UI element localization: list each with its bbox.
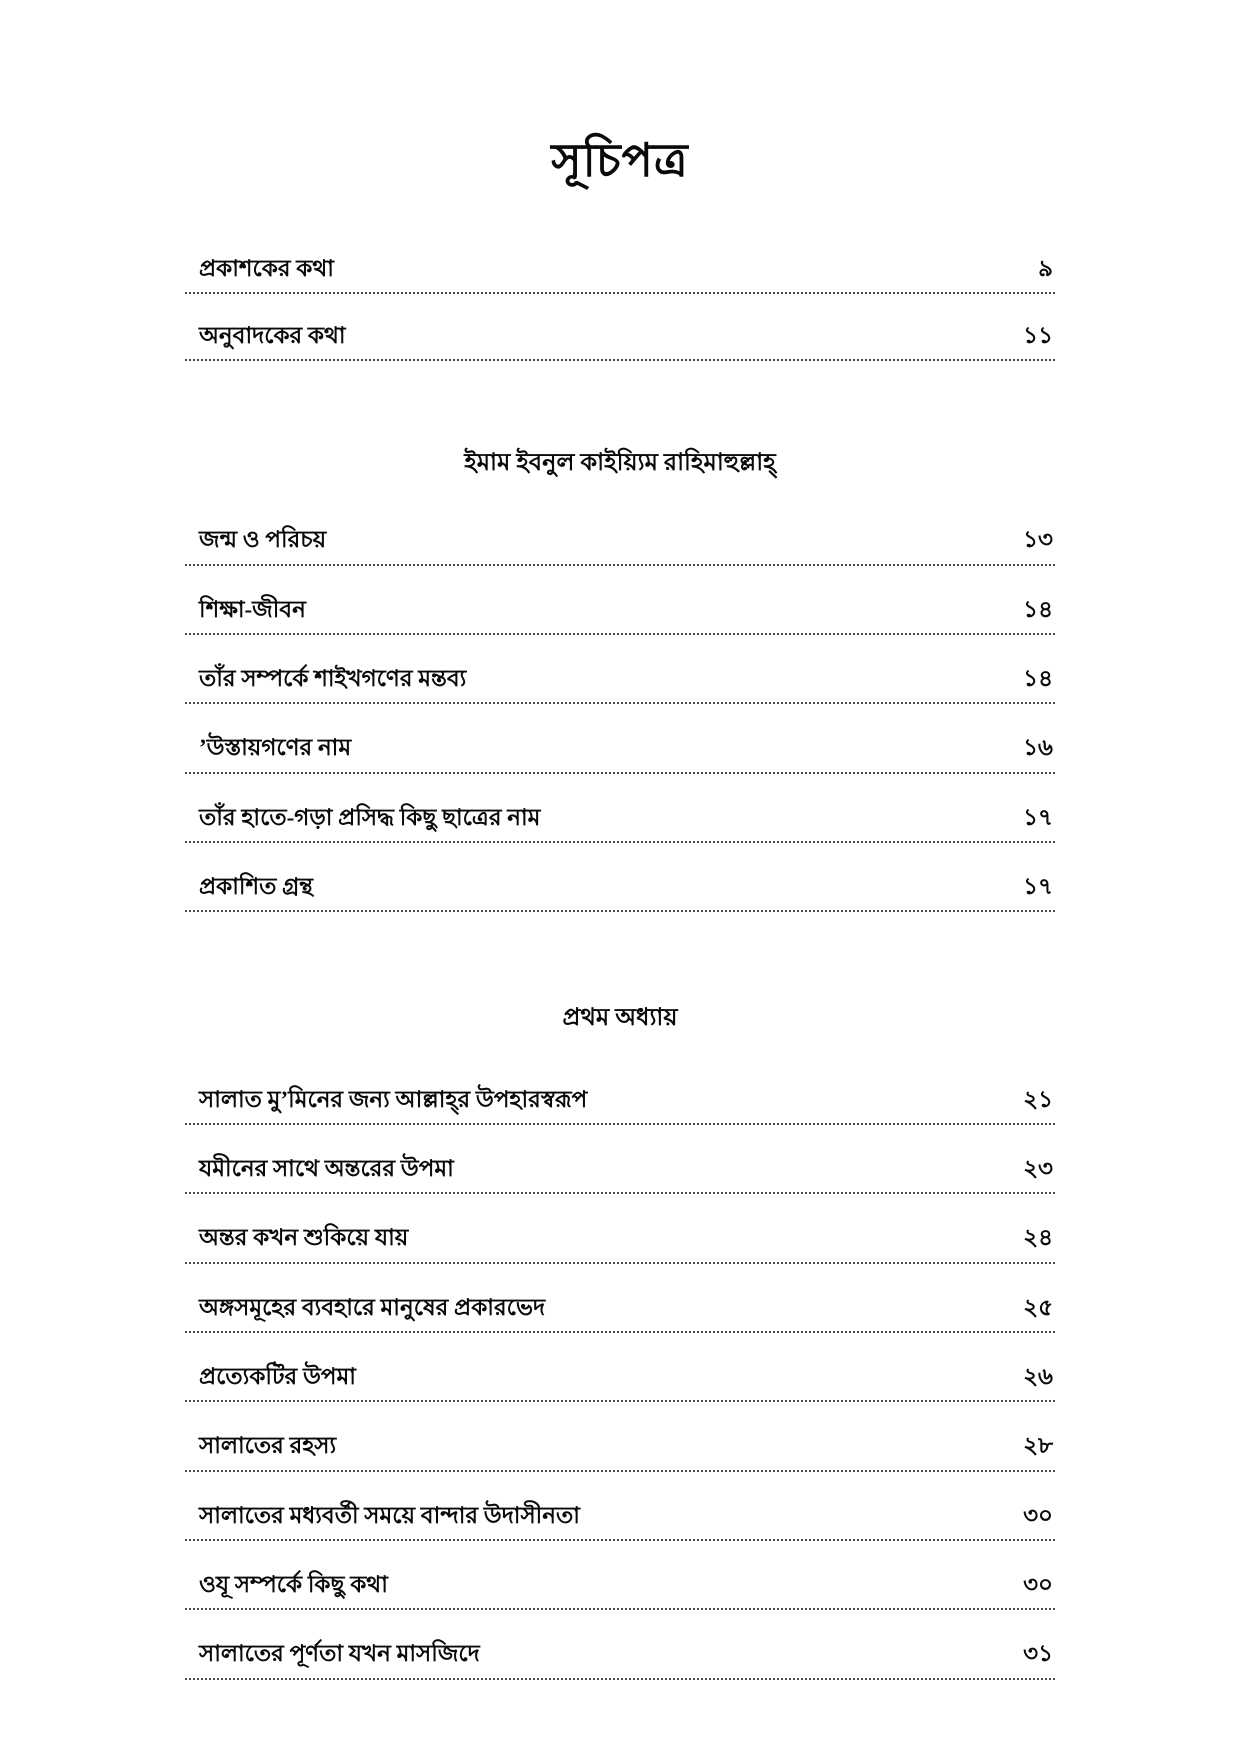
toc-entry-title: ওযূ সম্পর্কে কিছু কথা <box>199 1572 388 1598</box>
toc-entry-title: তাঁর সম্পর্কে শাইখগণের মন্তব্য <box>199 666 467 692</box>
toc-entry[interactable] <box>185 1429 1055 1480</box>
dotted-leader <box>185 1262 1055 1264</box>
toc-entry-title: অনুবাদকের কথা <box>199 322 346 348</box>
toc-entry[interactable] <box>185 593 1055 644</box>
toc-entry-page: ১৭ <box>1023 804 1053 830</box>
toc-section-chapter-one <box>185 1083 1055 1689</box>
toc-entry-page: ৩০ <box>1023 1572 1053 1598</box>
dotted-leader <box>185 1192 1055 1194</box>
toc-entry[interactable] <box>185 662 1055 713</box>
dotted-leader <box>185 564 1055 566</box>
toc-entry-page: ১৩ <box>1023 527 1053 553</box>
section-header-imam-ibnul-qayyim: ইমাম ইবনুল কাইয়্যিম রাহিমাহুল্লাহ্ <box>464 450 776 477</box>
dotted-leader <box>185 702 1055 704</box>
toc-entry[interactable] <box>185 1499 1055 1550</box>
toc-entry-title: শিক্ষা-জীবন <box>199 596 306 622</box>
toc-entry-title: ’উস্তায়গণের নাম <box>199 735 352 761</box>
toc-entry-title: সালাতের মধ্যবর্তী সময়ে বান্দার উদাসীনতা <box>199 1502 580 1528</box>
section-header-chapter-one: প্রথম অধ্যায় <box>562 1005 678 1032</box>
toc-entry[interactable] <box>185 523 1055 574</box>
toc-entry[interactable] <box>185 870 1055 921</box>
dotted-leader <box>185 1470 1055 1472</box>
toc-entry-title: তাঁর হাতে-গড়া প্রসিদ্ধ কিছু ছাত্রের নাম <box>199 804 541 830</box>
toc-entry-page: ২৫ <box>1023 1294 1053 1320</box>
toc-entry-page: ৩০ <box>1023 1502 1053 1528</box>
dotted-leader <box>185 1331 1055 1333</box>
page-title: সূচিপত্র <box>551 135 689 186</box>
toc-entry-title: সালাতের রহস্য <box>199 1433 337 1459</box>
toc-entry[interactable] <box>185 731 1055 782</box>
toc-entry-title: জন্ম ও পরিচয় <box>199 527 327 553</box>
toc-entry-page: ১৪ <box>1023 596 1053 622</box>
toc-entry-page: ১৬ <box>1023 735 1053 761</box>
toc-entry-title: প্রকাশকের কথা <box>199 255 334 281</box>
toc-section-imam-ibnul-qayyim <box>185 523 1055 921</box>
dotted-leader <box>185 1539 1055 1541</box>
toc-entry-page: ১৪ <box>1023 666 1053 692</box>
toc-body <box>185 190 1055 1689</box>
toc-entry[interactable] <box>185 1083 1055 1134</box>
toc-entry[interactable] <box>185 1360 1055 1411</box>
toc-entry-page: ২৬ <box>1023 1364 1053 1389</box>
toc-entry-page: ১১ <box>1023 322 1053 348</box>
dotted-leader <box>185 841 1055 843</box>
toc-entry-title: যমীনের সাথে অন্তরের উপমা <box>199 1155 454 1181</box>
toc-entry[interactable] <box>185 1152 1055 1203</box>
toc-entry[interactable] <box>185 252 1055 303</box>
toc-entry-page: ১৭ <box>1023 874 1053 900</box>
toc-entry[interactable] <box>185 1291 1055 1342</box>
toc-entry-page: ৯ <box>1038 255 1053 281</box>
dotted-leader <box>185 1608 1055 1610</box>
dotted-leader <box>185 633 1055 635</box>
toc-entry-page: ২৩ <box>1023 1155 1053 1181</box>
toc-entry-title: সালাতের পূর্ণতা যখন মাসজিদে <box>199 1641 480 1667</box>
dotted-leader <box>185 359 1055 361</box>
dotted-leader <box>185 1123 1055 1125</box>
toc-entry-title: প্রত্যেকটির উপমা <box>199 1364 356 1389</box>
toc-entry-page: ২৪ <box>1023 1225 1053 1251</box>
dotted-leader <box>185 1678 1055 1680</box>
dotted-leader <box>185 910 1055 912</box>
dotted-leader <box>185 772 1055 774</box>
toc-entry-page: ২৮ <box>1023 1433 1053 1459</box>
toc-entry[interactable] <box>185 801 1055 852</box>
toc-entry-title: অন্তর কখন শুকিয়ে যায় <box>199 1225 409 1251</box>
dotted-leader <box>185 1400 1055 1402</box>
toc-section-front-matter <box>185 252 1055 371</box>
toc-entry-page: ২১ <box>1023 1086 1053 1112</box>
toc-entry[interactable] <box>185 319 1055 370</box>
toc-entry-page: ৩১ <box>1023 1641 1053 1667</box>
toc-entry[interactable] <box>185 1637 1055 1688</box>
dotted-leader <box>185 292 1055 294</box>
toc-entry-title: প্রকাশিত গ্রন্থ <box>199 874 313 900</box>
toc-entry-title: সালাত মু’মিনের জন্য আল্লাহ্‌র উপহারস্বরূপ <box>199 1086 588 1112</box>
toc-entry[interactable] <box>185 1568 1055 1619</box>
toc-entry-title: অঙ্গসমূহের ব্যবহারে মানুষের প্রকারভেদ <box>199 1294 546 1320</box>
toc-entry[interactable] <box>185 1221 1055 1272</box>
